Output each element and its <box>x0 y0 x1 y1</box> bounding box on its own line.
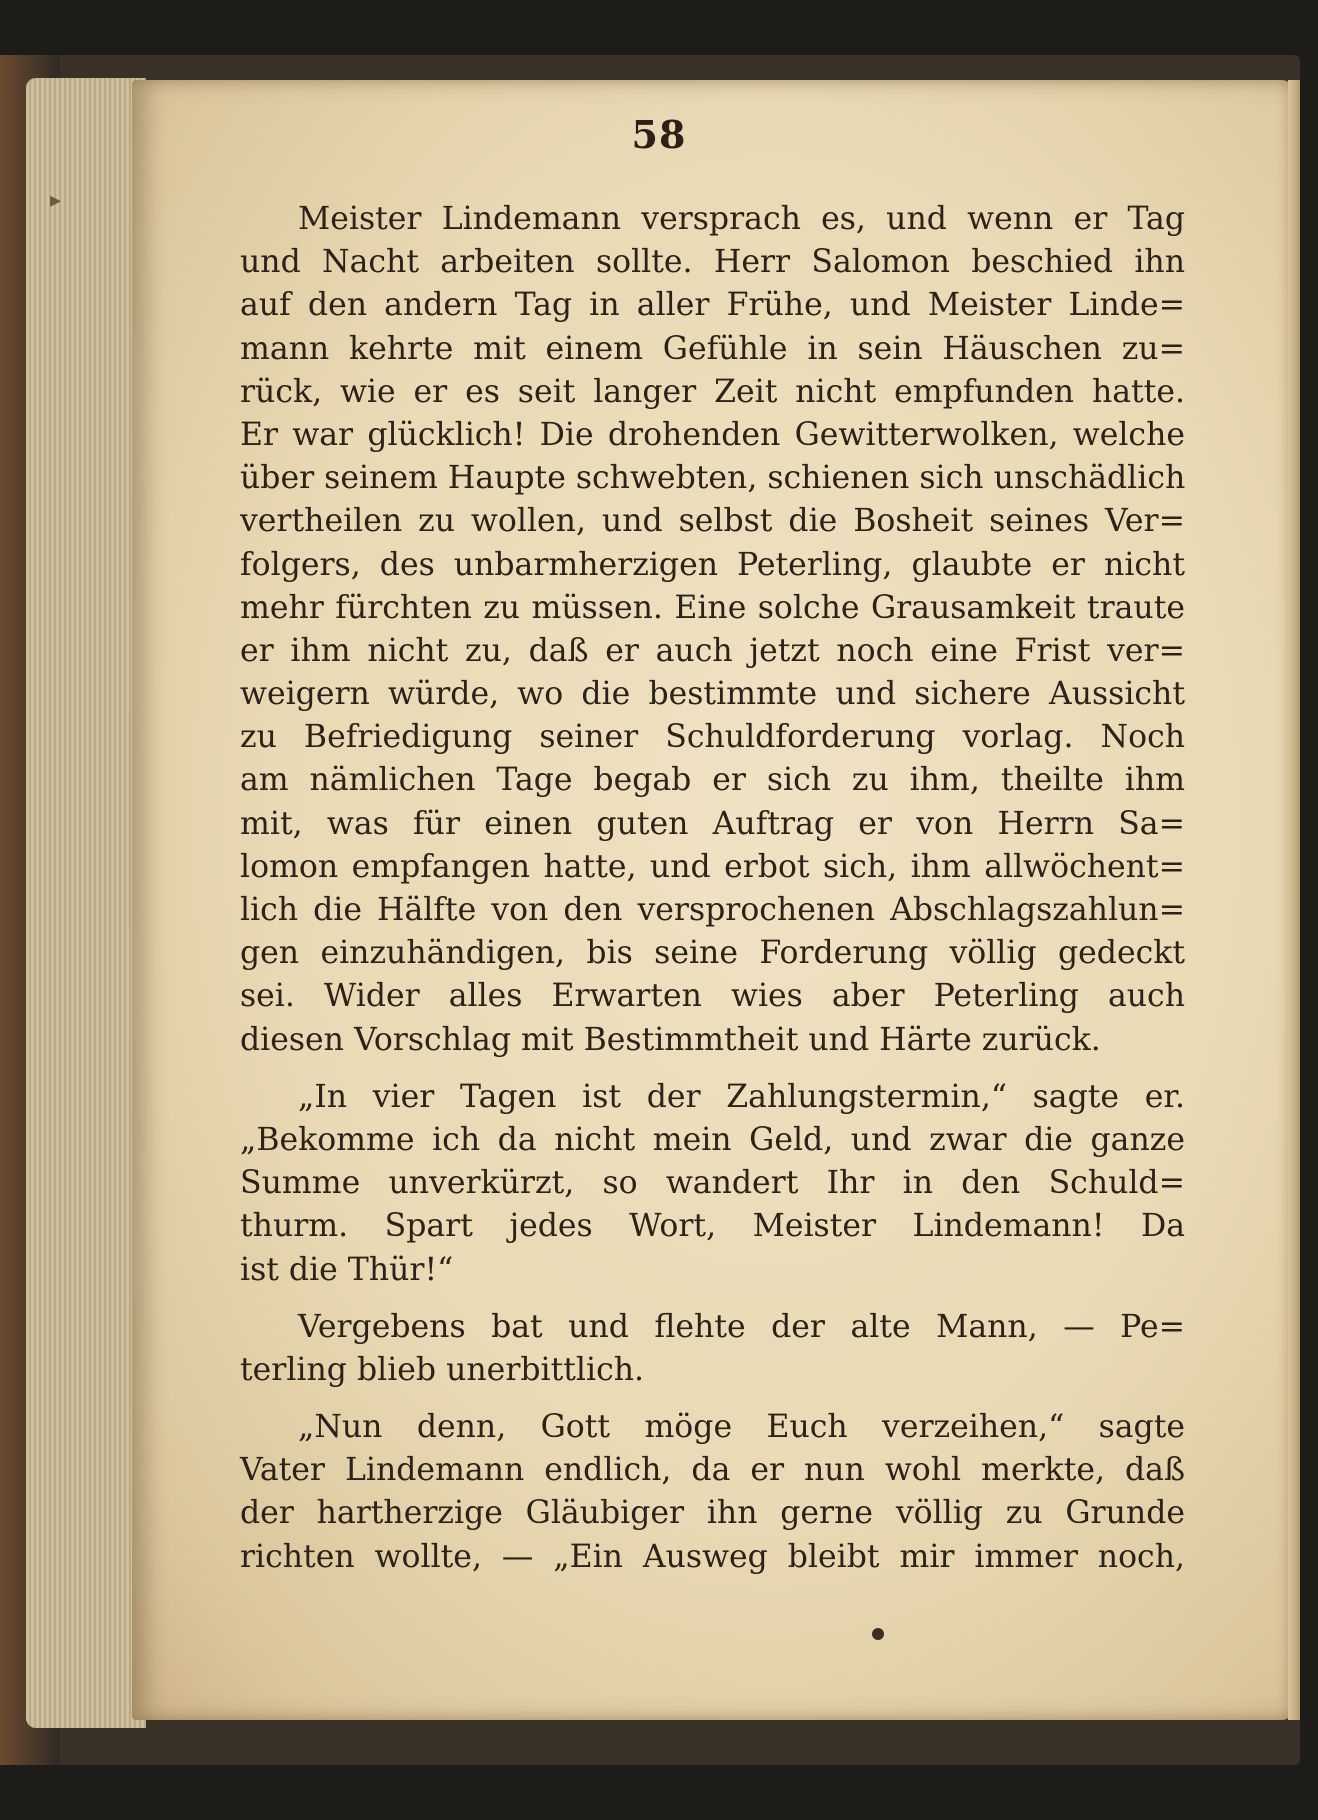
page-stack-edge <box>26 78 146 1728</box>
text-line: er ihm nicht zu, daß er auch jetzt noch eine Frist ver= <box>240 632 1185 669</box>
text-line: diesen Vorschlag mit Bestimmtheit und Härte zurück. <box>240 1021 1101 1058</box>
text-line: mann kehrte mit einem Gefühle in sein Häuschen zu= <box>240 330 1185 367</box>
body-text <box>240 198 1185 1579</box>
text-line: mehr fürchten zu müssen. Eine solche Grausamkeit traute <box>240 589 1185 626</box>
text-line: Vater Lindemann endlich, da er nun wohl merkte, daß <box>240 1452 1185 1489</box>
text-line: terling blieb unerbittlich. <box>240 1351 645 1388</box>
text-line: Er war glücklich! Die drohenden Gewitterwolken, welche <box>240 416 1185 453</box>
text-line: am nämlichen Tage begab er sich zu ihm, theilte ihm <box>240 762 1185 799</box>
text-line: auf den andern Tag in aller Frühe, und Meister Linde= <box>240 287 1185 324</box>
page-right-edge <box>1288 80 1300 1720</box>
text-line: „Bekomme ich da nicht mein Geld, und zwar die ganze <box>240 1121 1185 1158</box>
text-line: zu Befriedigung seiner Schuldforderung vorlag. Noch <box>240 719 1185 756</box>
text-line: mit, was für einen guten Auftrag er von Herrn Sa= <box>240 805 1185 842</box>
paragraph-gap <box>240 1392 1185 1406</box>
text-line: thurm. Spart jedes Wort, Meister Lindemann! Da <box>240 1208 1185 1245</box>
text-line: sei. Wider alles Erwarten wies aber Peterling auch <box>240 978 1185 1015</box>
text-line: der hartherzige Gläubiger ihn gerne völlig zu Grunde <box>240 1495 1185 1532</box>
text-line: weigern würde, wo die bestimmte und sichere Aussicht <box>240 676 1185 713</box>
text-line: lomon empfangen hatte, und erbot sich, ihm allwöchent= <box>240 848 1185 885</box>
text-line: richten wollte, — „Ein Ausweg bleibt mir immer noch, <box>240 1538 1185 1575</box>
ink-dot-mark <box>872 1628 884 1640</box>
margin-tick-icon: ▸ <box>50 188 62 213</box>
text-line: „Nun denn, Gott möge Euch verzeihen,“ sagte <box>298 1409 1185 1446</box>
text-line: rück, wie er es seit langer Zeit nicht empfunden hatte. <box>240 373 1185 410</box>
text-line: Summe unverkürzt, so wandert Ihr in den Schuld= <box>240 1165 1185 1202</box>
page-number: 58 <box>631 112 687 157</box>
text-line: folgers, des unbarmherzigen Peterling, glaubte er nicht <box>240 546 1185 583</box>
paragraph-gap <box>240 1062 1185 1076</box>
text-line: und Nacht arbeiten sollte. Herr Salomon beschied ihn <box>240 244 1185 281</box>
text-line: vertheilen zu wollen, und selbst die Bosheit seines Ver= <box>240 503 1185 540</box>
text-line: „In vier Tagen ist der Zahlungstermin,“ sagte er. <box>298 1078 1185 1115</box>
text-line: gen einzuhändigen, bis seine Forderung völlig gedeckt <box>240 935 1185 972</box>
text-line: Meister Lindemann versprach es, und wenn er Tag <box>298 201 1185 237</box>
paragraph-gap <box>240 1292 1185 1306</box>
text-line: über seinem Haupte schwebten, schienen sich unschädlich <box>240 460 1186 497</box>
text-line: Vergebens bat und flehte der alte Mann, — Pe= <box>298 1308 1185 1345</box>
text-line: ist die Thür!“ <box>240 1251 454 1288</box>
text-line: lich die Hälfte von den versprochenen Abschlagszahlun= <box>240 892 1185 928</box>
